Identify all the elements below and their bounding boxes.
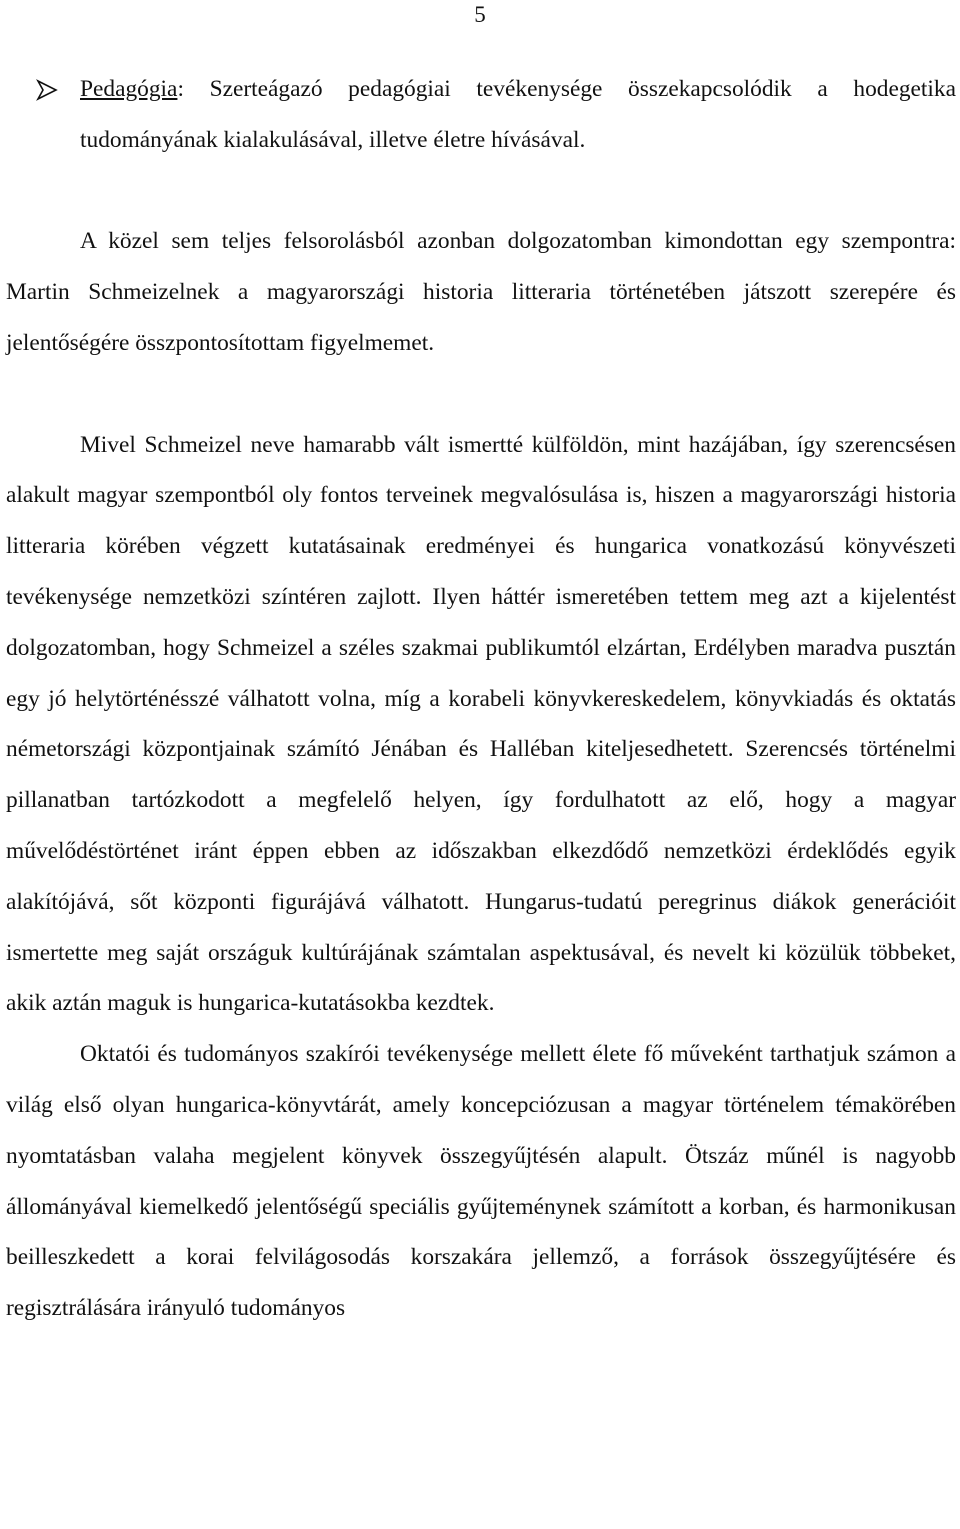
- paragraph-spacer: [6, 369, 956, 420]
- bullet-text: Szerteágazó pedagógiai tevékenysége összekapcsolódik a hodegetika tudományának kialakulásával, illetve életre hívásával.: [80, 76, 956, 153]
- arrow-bullet-icon: [36, 79, 58, 101]
- bullet-item-pedagogia: [6, 64, 956, 166]
- bullet-separator: :: [177, 76, 184, 102]
- document-body: [6, 64, 956, 1334]
- paragraph-1: A közel sem teljes felsorolásból azonban dolgozatomban kimondottan egy szempontra: Martin Schmeizelnek a magyarországi historia litteraria történetében játszott szerepére és jelentőségére összpontosítottam figyelmemet.: [6, 228, 956, 356]
- page-number: 5: [474, 2, 486, 27]
- paragraph-spacer: [6, 166, 956, 217]
- bullet-term: Pedagógia: [80, 76, 178, 102]
- paragraph-3: Oktatói és tudományos szakírói tevékenysége mellett élete fő műveként tarthatjuk számon a világ első olyan hungarica-könyvtárát, amely koncepciózusan a magyar történelem témakörében nyomtatásban valaha megjelent könyvek összegyűjtésén alapult. Ötszáz műnél is nagyobb állományával kiemelkedő jelentőségű speciális gyűjteménynek számított a korban, és harmonikusan beilleszkedett a korai felvilágosodás korszakára jellemző, a források összegyűjtésére és regisztrálására irányuló tudományos: [6, 1041, 956, 1322]
- paragraph-2: Mivel Schmeizel neve hamarabb vált ismertté külföldön, mint hazájában, így szerencsésen alakult magyar szempontból oly fontos terveinek megvalósulása is, hiszen a magyarországi historia litteraria körében végzett kutatásainak eredményei és hungarica vonatkozású könyvészeti tevékenysége nemzetközi színtéren zajlott. Ilyen háttér ismeretében tettem meg azt a kijelentést dolgozatomban, hogy Schmeizel a széles szakmai publikumtól elzártan, Erdélyben maradva pusztán egy jó helytörténésszé válhatott volna, míg a korabeli könyvkereskedelem, könyvkiadás és oktatás németországi központjainak számító Jénában és Halléban kiteljesedhetett. Szerencsés történelmi pillanatban tartózkodott a megfelelő helyen, így fordulhatott az elő, hogy a magyar művelődéstörténet iránt éppen ebben az időszakban elkezdődő nemzetközi érdeklődés egyik alakítójává, sőt központi figurájává válhatott. Hungarus-tudatú peregrinus diákok generációit ismertette meg saját országuk kultúrájának számtalan aspektusával, és nevelt ki közülük többeket, akik aztán maguk is hungarica-kutatásokba kezdtek.: [6, 431, 956, 1017]
